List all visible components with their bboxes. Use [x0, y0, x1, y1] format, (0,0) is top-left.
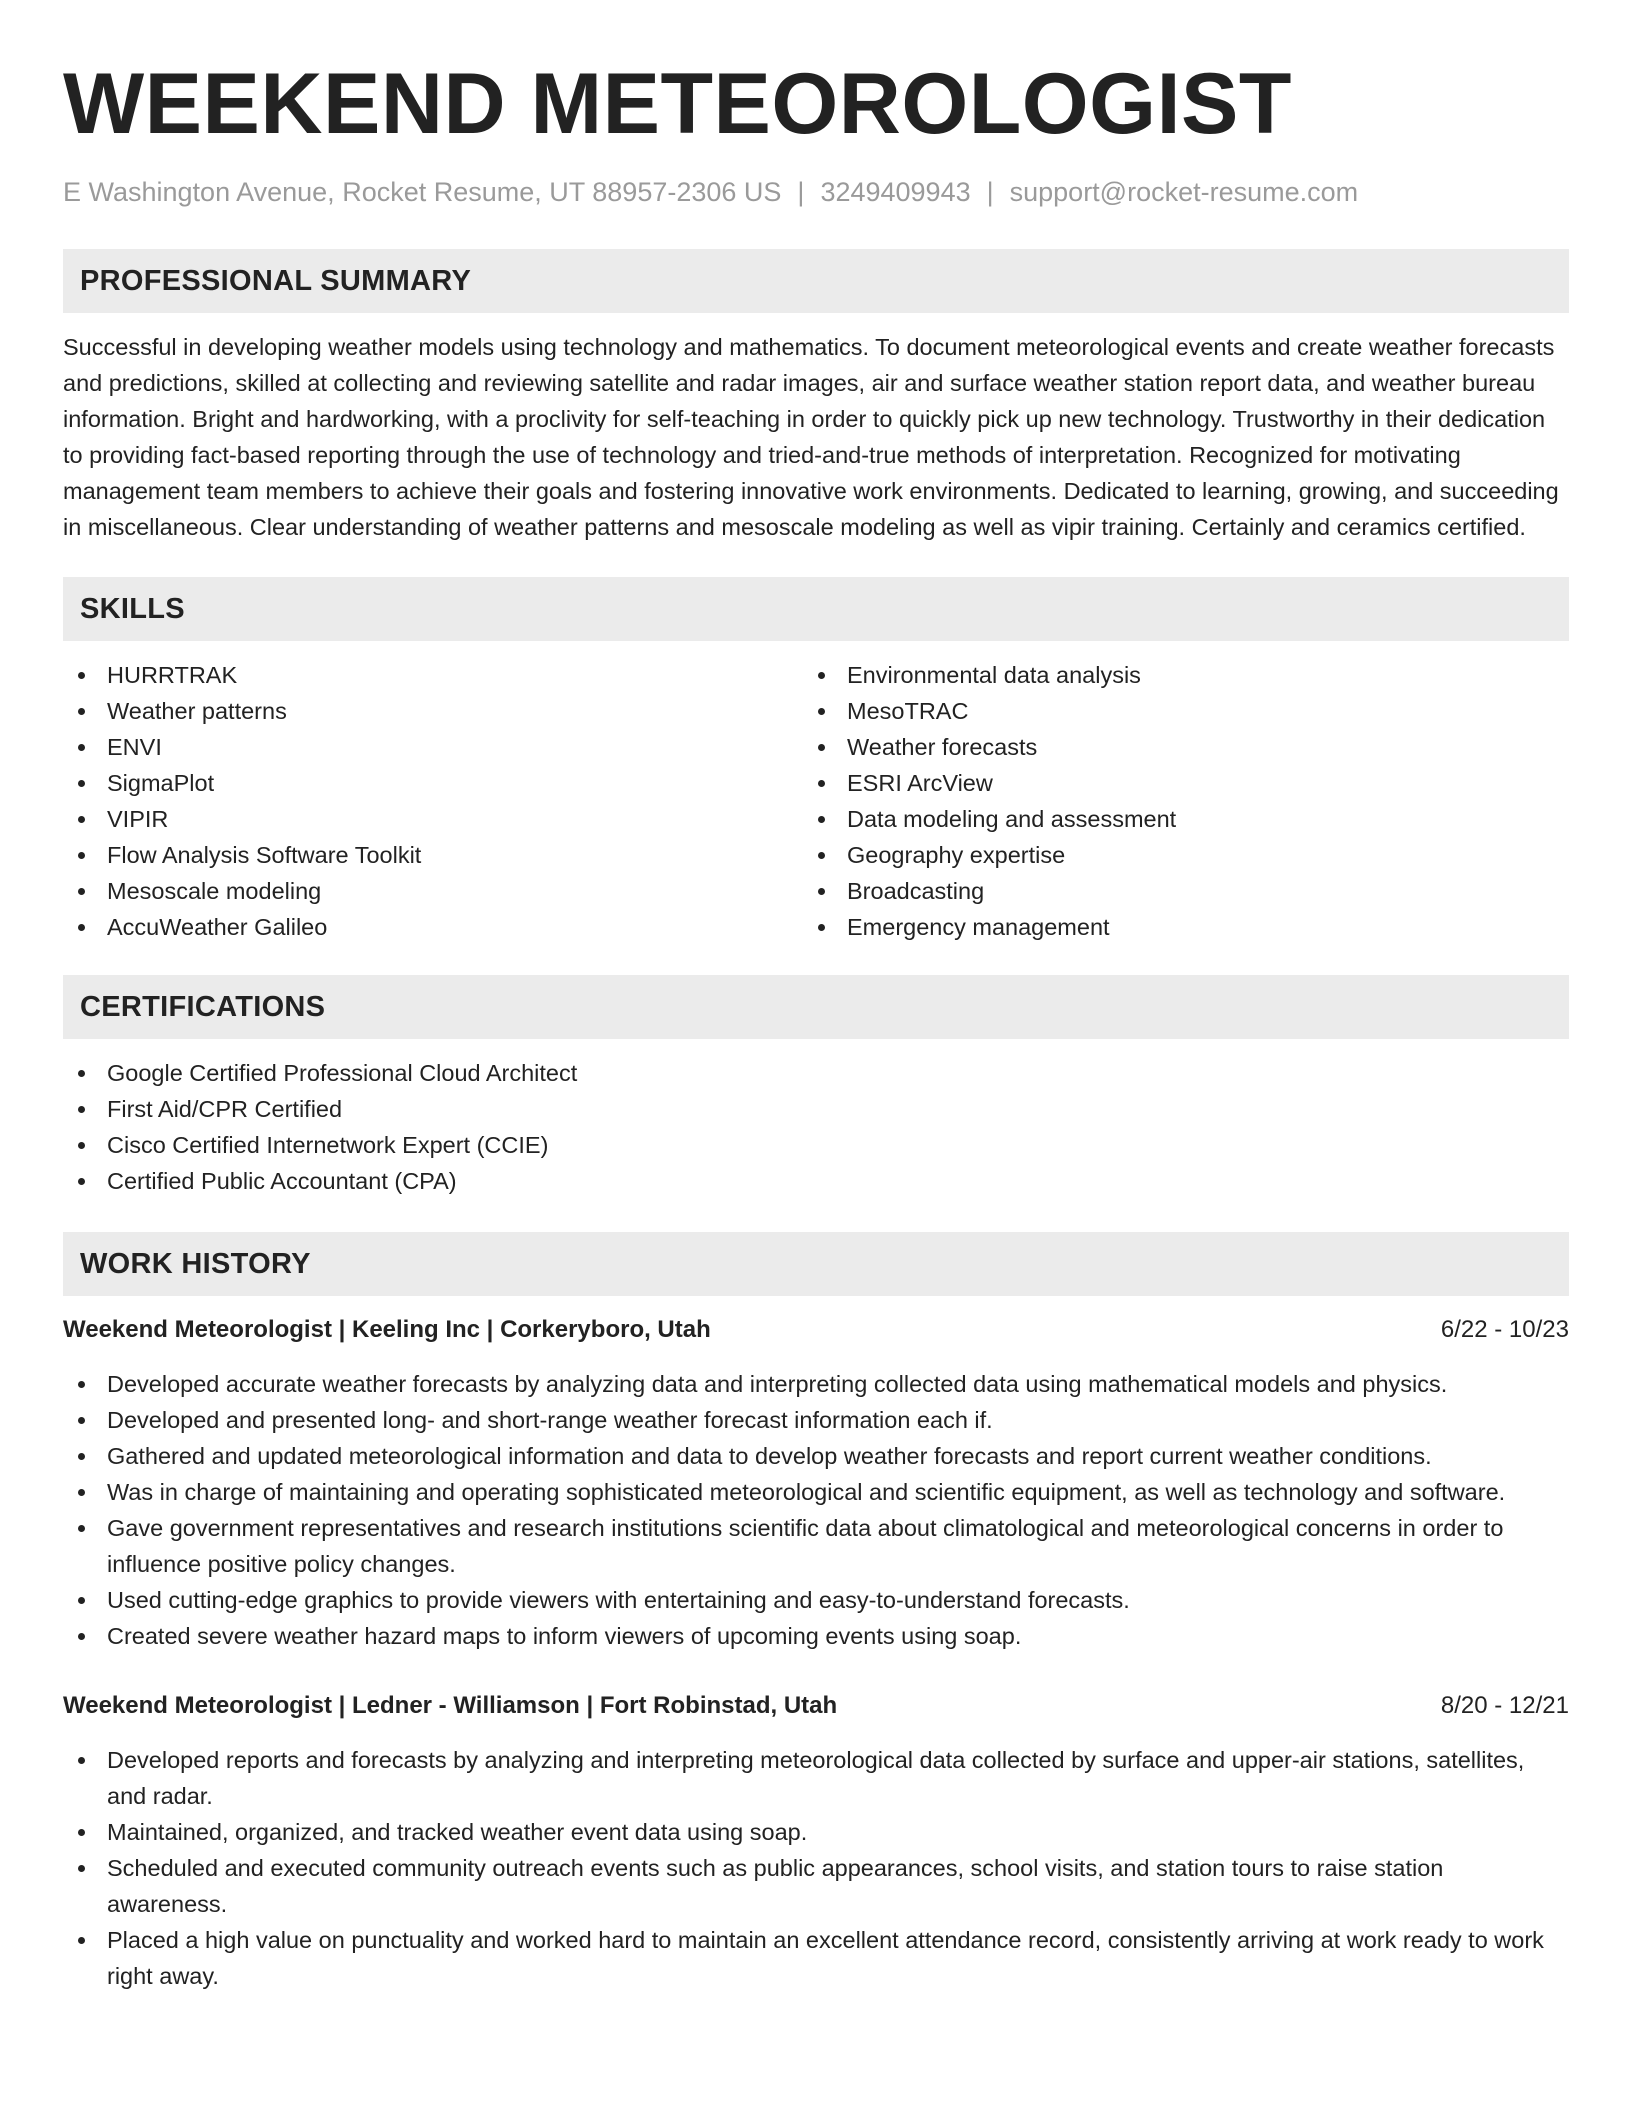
list-item: Used cutting-edge graphics to provide viewers with entertaining and easy-to-understand forecasts. [63, 1582, 1569, 1618]
list-item: Emergency management [803, 909, 1543, 945]
list-item: VIPIR [63, 801, 803, 837]
list-item: Developed and presented long- and short-range weather forecast information each if. [63, 1402, 1569, 1438]
list-item: Weather forecasts [803, 729, 1543, 765]
skills-grid [63, 657, 1569, 945]
job-header [63, 1312, 1569, 1348]
skills-list-right [803, 657, 1543, 945]
contact-line [63, 174, 1569, 210]
section-heading-skills: SKILLS [63, 577, 1569, 641]
list-item: Weather patterns [63, 693, 803, 729]
contact-address: E Washington Avenue, Rocket Resume, UT 88957-2306 US [63, 177, 782, 207]
job-dates: 8/20 - 12/21 [1440, 1692, 1569, 1719]
job-title: Weekend Meteorologist | Keeling Inc | Corkeryboro, Utah [63, 1316, 711, 1343]
list-item: Maintained, organized, and tracked weather event data using soap. [63, 1814, 1569, 1850]
job-header [63, 1688, 1569, 1724]
list-item: Gathered and updated meteorological information and data to develop weather forecasts and report current weather conditions. [63, 1438, 1569, 1474]
skills-list-left [63, 657, 803, 945]
list-item: Created severe weather hazard maps to inform viewers of upcoming events using soap. [63, 1618, 1569, 1654]
job-entry [63, 1688, 1569, 1994]
list-item: Developed reports and forecasts by analyzing and interpreting meteorological data collected by surface and upper-air stations, satellites, and radar. [63, 1742, 1569, 1814]
list-item: AccuWeather Galileo [63, 909, 803, 945]
list-item: ESRI ArcView [803, 765, 1543, 801]
job-entry [63, 1312, 1569, 1654]
list-item: SigmaPlot [63, 765, 803, 801]
contact-email: support@rocket-resume.com [1009, 177, 1359, 207]
list-item: Broadcasting [803, 873, 1543, 909]
list-item: HURRTRAK [63, 657, 803, 693]
contact-separator: | [986, 177, 994, 207]
list-item: First Aid/CPR Certified [63, 1091, 1569, 1127]
contact-phone: 3249409943 [820, 177, 971, 207]
list-item: Google Certified Professional Cloud Architect [63, 1055, 1569, 1091]
list-item: Mesoscale modeling [63, 873, 803, 909]
certifications-list [63, 1055, 1569, 1199]
contact-separator: | [797, 177, 805, 207]
job-dates: 6/22 - 10/23 [1440, 1316, 1569, 1343]
list-item: Environmental data analysis [803, 657, 1543, 693]
job-bullets [63, 1366, 1569, 1654]
job-title: Weekend Meteorologist | Ledner - Williamson | Fort Robinstad, Utah [63, 1692, 838, 1719]
resume-name: WEEKEND METEOROLOGIST [63, 56, 1292, 152]
section-heading-summary: PROFESSIONAL SUMMARY [63, 249, 1569, 313]
list-item: Scheduled and executed community outreach events such as public appearances, school visits, and station tours to raise station awareness. [63, 1850, 1569, 1922]
list-item: Data modeling and assessment [803, 801, 1543, 837]
summary-text: Successful in developing weather models using technology and mathematics. To document meteorological events and create weather forecasts and predictions, skilled at collecting and reviewing satellite and radar images, air and surface weather station report data, and weather bureau information. Bright and hardworking, with a proclivity for self-teaching in order to quickly pick up new technology. Trustworthy in their dedication to providing fact-based reporting through the use of technology and tried-and-true methods of interpretation. Recognized for motivating management team members to achieve their goals and fostering innovative work environments. Dedicated to learning, growing, and succeeding in miscellaneous. Clear understanding of weather patterns and mesoscale modeling as well as vipir training. Certainly and ceramics certified. [63, 334, 1559, 540]
list-item: Flow Analysis Software Toolkit [63, 837, 803, 873]
list-item: ENVI [63, 729, 803, 765]
job-bullets [63, 1742, 1569, 1994]
list-item: Was in charge of maintaining and operating sophisticated meteorological and scientific equipment, as well as technology and software. [63, 1474, 1569, 1510]
list-item: Geography expertise [803, 837, 1543, 873]
list-item: Cisco Certified Internetwork Expert (CCIE) [63, 1127, 1569, 1163]
list-item: MesoTRAC [803, 693, 1543, 729]
list-item: Gave government representatives and research institutions scientific data about climatological and meteorological concerns in order to influence positive policy changes. [63, 1510, 1569, 1582]
list-item: Developed accurate weather forecasts by analyzing data and interpreting collected data using mathematical models and physics. [63, 1366, 1569, 1402]
list-item: Certified Public Accountant (CPA) [63, 1163, 1569, 1199]
section-heading-work-history: WORK HISTORY [63, 1232, 1569, 1296]
section-heading-certifications: CERTIFICATIONS [63, 975, 1569, 1039]
list-item: Placed a high value on punctuality and worked hard to maintain an excellent attendance record, consistently arriving at work ready to work right away. [63, 1922, 1569, 1994]
